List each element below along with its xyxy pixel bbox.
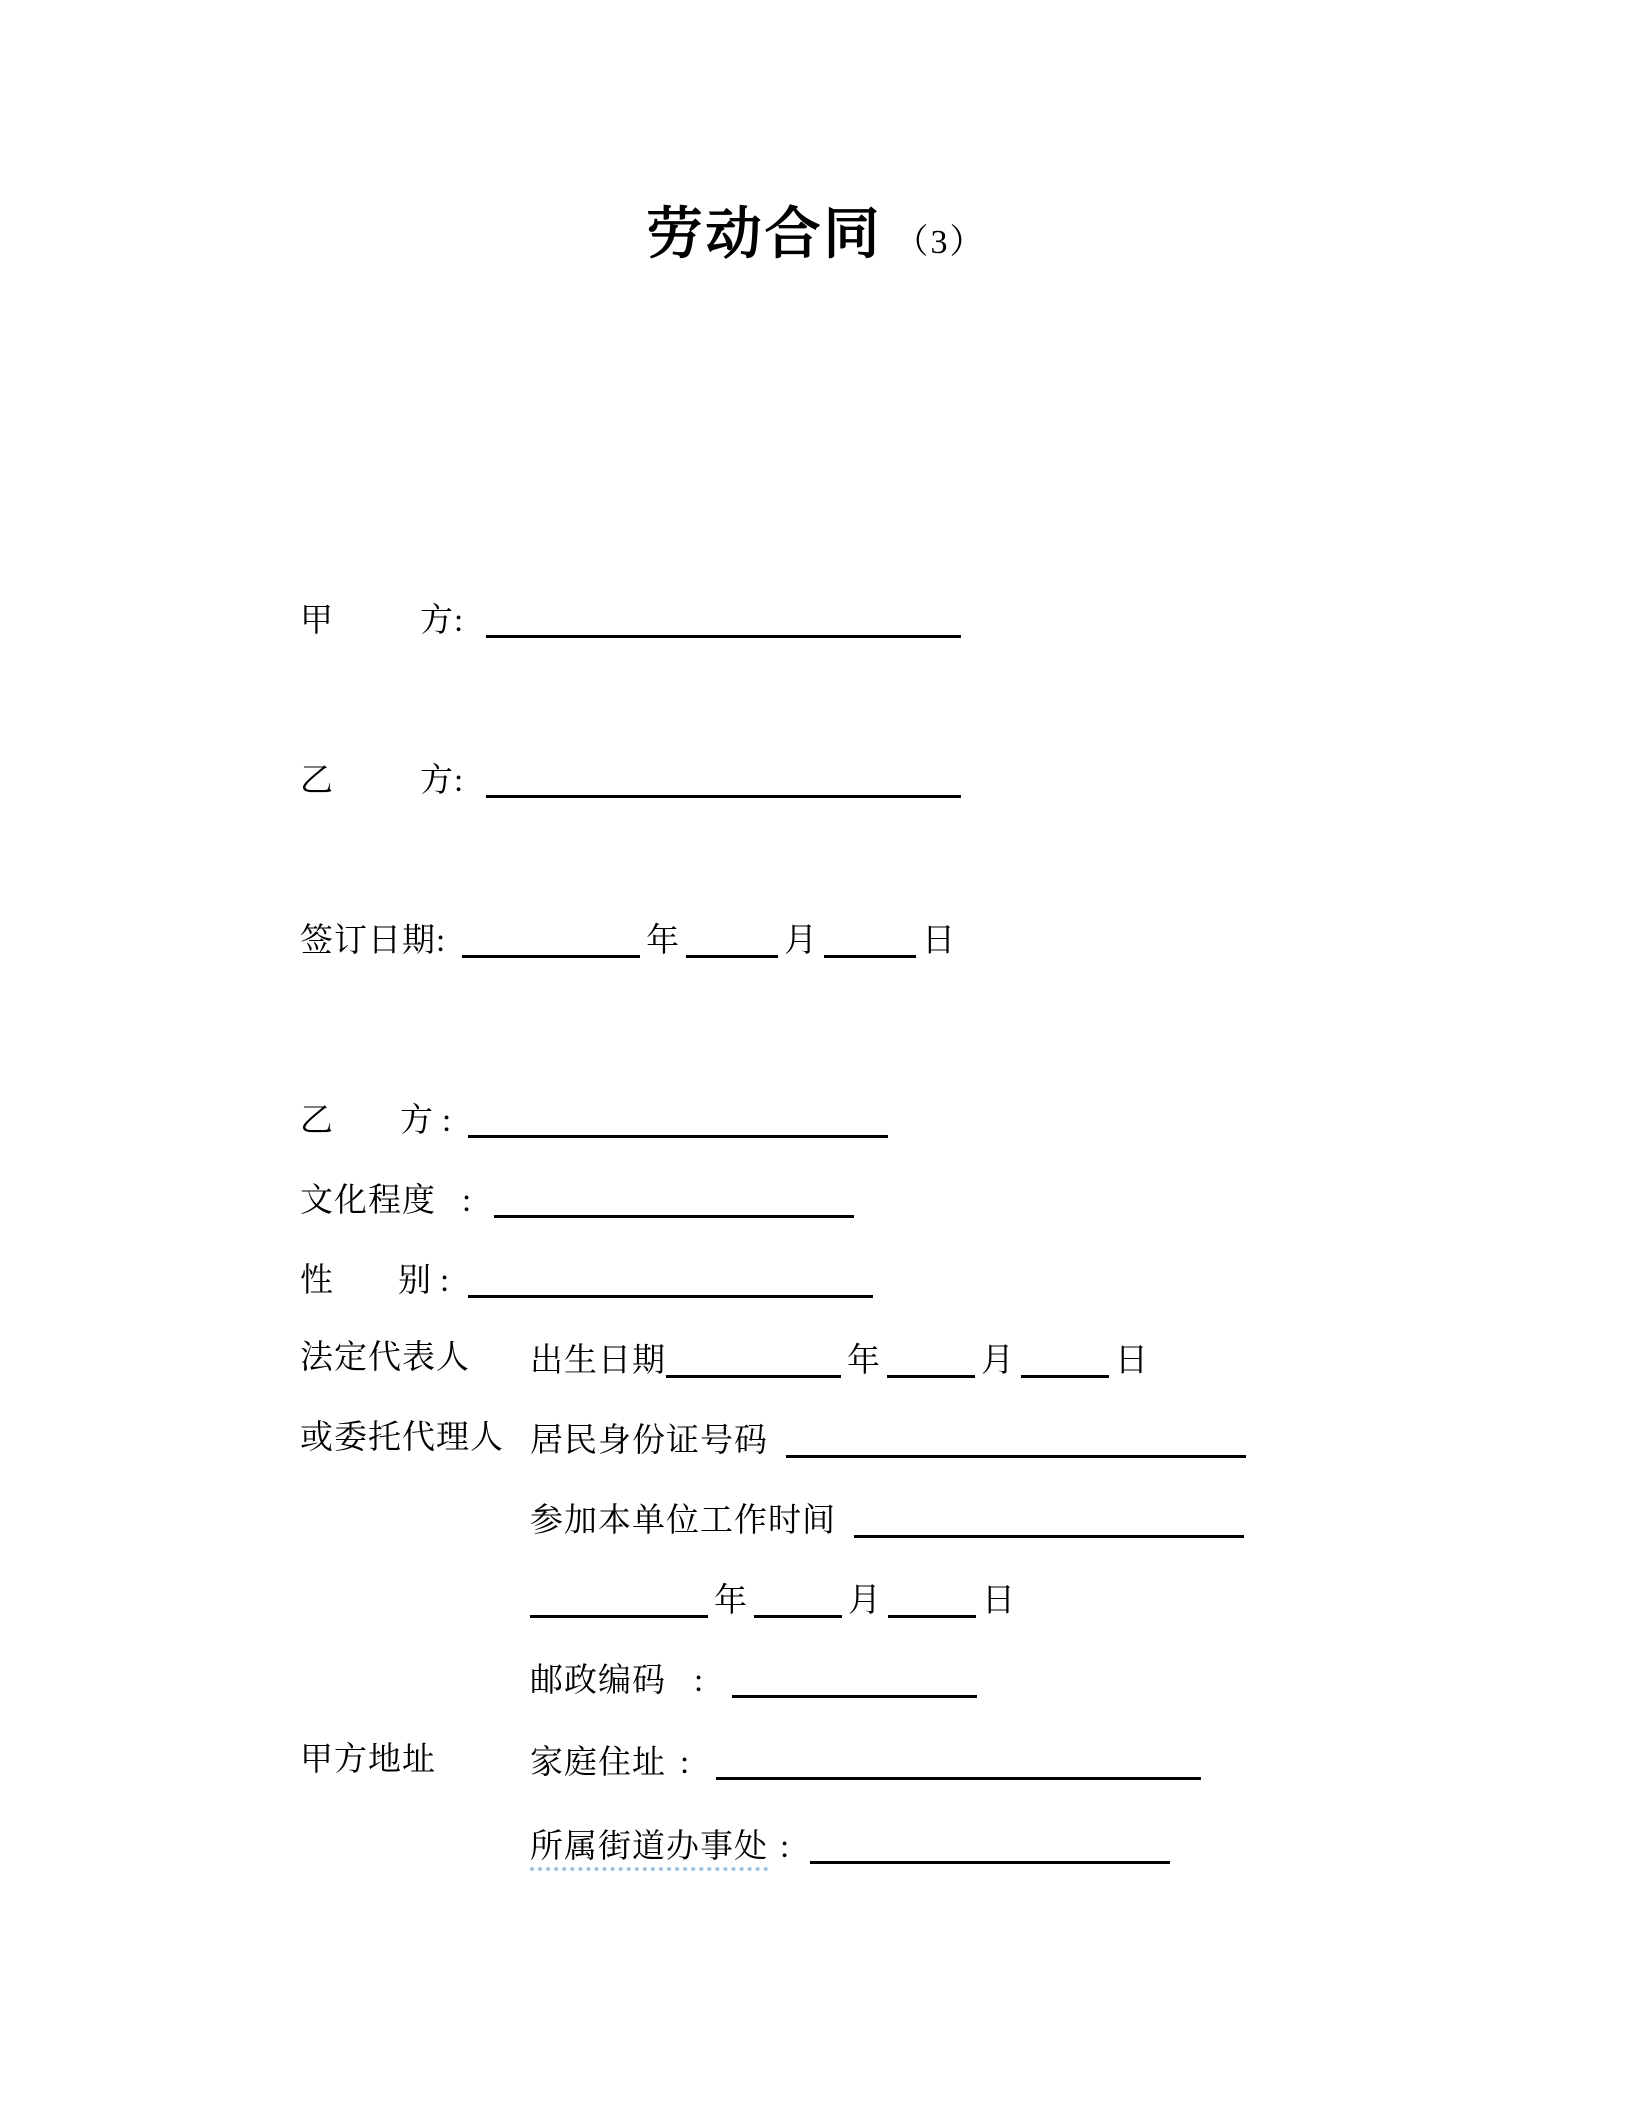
birth-date-label: 出生日期 (530, 1343, 666, 1379)
month-label: 月 (784, 923, 819, 959)
work-date-group (530, 1578, 1022, 1621)
work-start-blank (854, 1505, 1244, 1538)
day-label: 日 (922, 923, 957, 959)
gender-blank (468, 1265, 873, 1298)
street-office-blank (810, 1831, 1170, 1864)
field-id-number (530, 1418, 1246, 1461)
month-label: 月 (848, 1583, 882, 1619)
day-label: 日 (1115, 1343, 1149, 1379)
home-address-blank (716, 1747, 1201, 1780)
gender-label-char2: 别 (398, 1263, 432, 1299)
postal-code-label: 邮政编码 (530, 1663, 666, 1699)
sign-date-month-blank (686, 925, 778, 958)
title-text: 劳动合同 (646, 202, 883, 267)
colon: : (694, 1663, 705, 1699)
year-label: 年 (714, 1583, 748, 1619)
birth-day-blank (1021, 1345, 1109, 1378)
title-number: （3） (894, 224, 986, 261)
party-b-blank (486, 765, 961, 798)
colon: : (462, 1183, 473, 1219)
field-party-b-name (300, 1098, 888, 1142)
party-a-label: 方: (420, 603, 465, 639)
colon: : (680, 1745, 691, 1781)
postal-code-group (530, 1658, 977, 1701)
legal-rep-label: 法定代表人 (300, 1340, 470, 1376)
birth-month-blank (887, 1345, 975, 1378)
work-month-blank (754, 1585, 842, 1618)
party-a-address-label: 甲方地址 (300, 1742, 436, 1778)
month-label: 月 (981, 1343, 1015, 1379)
street-office-label: 所属街道办事处 (530, 1829, 768, 1871)
party-b-label-char: 乙 (300, 763, 334, 799)
work-start-label: 参加本单位工作时间 (530, 1503, 836, 1539)
sign-date-year-blank (462, 925, 640, 958)
party-b-name-char2: 方 (400, 1103, 434, 1139)
field-gender (300, 1258, 873, 1302)
field-birth-date (530, 1338, 1155, 1381)
work-day-blank (888, 1585, 976, 1618)
home-address-label: 家庭住址 (530, 1745, 666, 1781)
gender-label-char1: 性 (300, 1263, 334, 1299)
party-a-blank (486, 605, 961, 638)
colon: : (442, 1103, 453, 1139)
postal-code-blank (732, 1665, 977, 1698)
street-office-group (530, 1824, 1170, 1867)
year-label: 年 (847, 1343, 881, 1379)
party-b-name-blank (468, 1105, 888, 1138)
colon: : (780, 1829, 791, 1865)
education-blank (494, 1185, 854, 1218)
year-label: 年 (646, 923, 681, 959)
work-year-blank (530, 1585, 708, 1618)
birth-year-blank (666, 1345, 841, 1378)
party-a-label-char: 甲 (300, 603, 334, 639)
field-education (300, 1178, 854, 1222)
party-b-label: 方: (420, 763, 465, 799)
field-sign-date (300, 918, 962, 962)
document-title (0, 190, 1632, 270)
work-start-group (530, 1498, 1244, 1541)
sign-date-day-blank (824, 925, 916, 958)
id-number-blank (786, 1425, 1246, 1458)
field-home-address (530, 1740, 1201, 1783)
day-label: 日 (982, 1583, 1016, 1619)
sign-date-label: 签订日期: (300, 923, 447, 959)
agent-label: 或委托代理人 (300, 1420, 504, 1456)
party-b-name-char1: 乙 (300, 1103, 334, 1139)
id-number-label: 居民身份证号码 (530, 1423, 768, 1459)
field-party-b (300, 758, 961, 802)
education-label: 文化程度 (300, 1183, 436, 1219)
colon: : (440, 1263, 451, 1299)
field-party-a (300, 598, 961, 642)
